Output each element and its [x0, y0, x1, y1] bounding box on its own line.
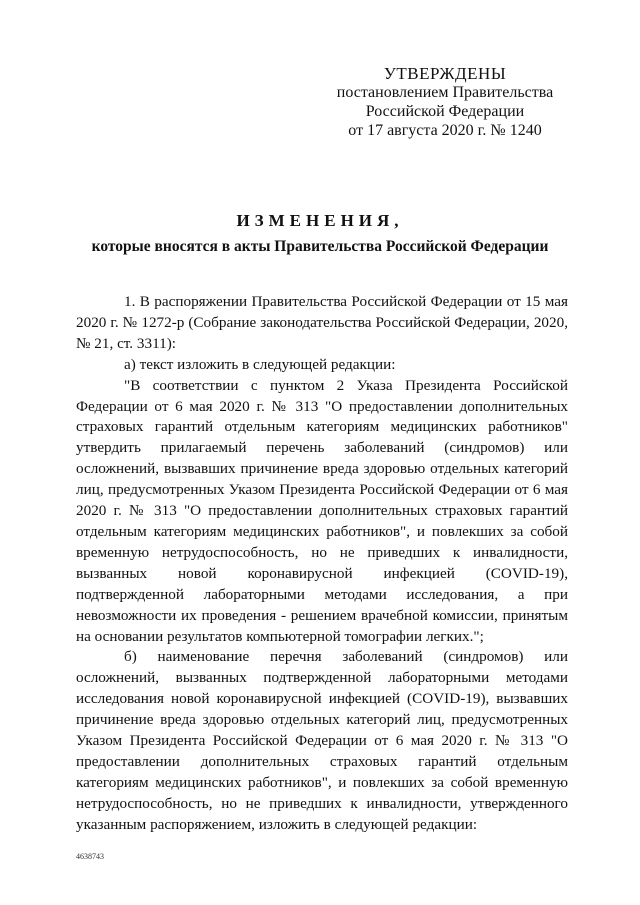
approval-line-3: от 17 августа 2020 г. № 1240 [348, 122, 542, 139]
approval-head: УТВЕРЖДЕНЫ [383, 64, 507, 83]
approval-line-2: Российской Федерации [365, 103, 525, 120]
document-subtitle: которые вносятся в акты Правительства Российской Федерации [91, 238, 549, 255]
paragraph-4: б) наименование перечня заболеваний (синдромов) или осложнений, вызванных подтвержденной лабораторными методами исследования новой коронавирусной инфекцией (COVID-19), вызвавших причинение вреда здоровью отдельных категорий лиц, предусмотренных Указом Президента Российской Федерации от 6 мая 2020 г. № 313 "О предоставлении дополнительных страховых гарантий отдельным категориям медицинских работников", и повлекших за собой временную нетрудоспособность, но не приведших к инвалидности, утвержденного указанным распоряжением, изложить в следующей редакции: [76, 648, 568, 833]
paragraph-2: а) текст изложить в следующей редакции: [124, 355, 396, 373]
paragraph-3: "В соответствии с пунктом 2 Указа Президента Российской Федерации от 6 мая 2020 г. № 313 "О предоставлении дополнительных страховых гарантий отдельным категориям медицинских работников" утвердить прилагаемый перечень заболеваний (синдромов) или осложнений, вызвавших причинение вреда здоровью отдельных категорий лиц, предусмотренных Указом Президента Российской Федерации от 6 мая 2020 г. № 313 "О предоставлении дополнительных страховых гарантий отдельным категориям медицинских работников", и повлекших за собой временную нетрудоспособность, но не приведших к инвалидности, вызванных новой коронавирусной инфекцией (COVID-19), подтвержденной лабораторными методами исследования, а при невозможности их проведения - решением врачебной комиссии, принятым на основании результатов компьютерной томографии легких."; [76, 376, 568, 645]
approval-line-1: постановлением Правительства [336, 84, 554, 101]
document-title: ИЗМЕНЕНИЯ, [236, 211, 404, 230]
approval-stamp [330, 64, 560, 140]
paragraph-1: 1. В распоряжении Правительства Российской Федерации от 15 мая 2020 г. № 1272-р (Собрание законодательства Российской Федерации, 2020, № 21, ст. 3311): [76, 293, 568, 352]
document-code: 4638743 [76, 852, 104, 861]
document-body [76, 292, 568, 836]
